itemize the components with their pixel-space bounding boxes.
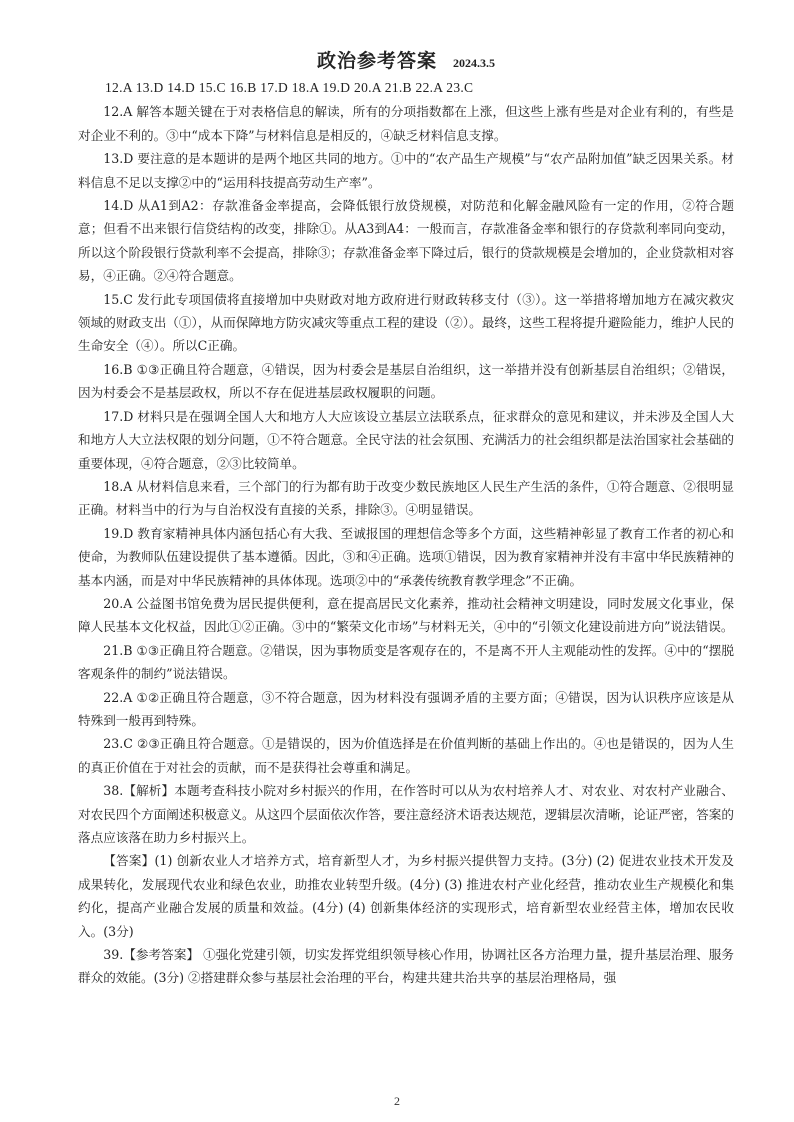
explanation-q16: 16.B ①③正确且符合题意，④错误，因为村委会是基层自治组织，这一举措并没有创新基层自治组织；②错误，因为村委会不是基层政权，所以不存在促进基层政权履职的问题。: [78, 361, 734, 401]
explanation-q20: 20.A 公益图书馆免费为居民提供便利，意在提高居民文化素养，推动社会精神文明建设，同时发展文化事业，保障人民基本文化权益，因此①②正确。③中的“繁荣文化市场”与材料无关，④中的“引领文化建设前进方向”说法错误。: [78, 595, 734, 635]
explanation-q21: 21.B ①③正确且符合题意。②错误，因为事物质变是客观存在的，不是离不开人主观能动性的发挥。④中的“摆脱客观条件的制约”说法错误。: [78, 642, 734, 682]
header: [78, 48, 734, 74]
explanation-q15: 15.C 发行此专项国债将直接增加中央财政对地方政府进行财政转移支付（③）。这一举措将增加地方在减灾救灾领域的财政支出（①），从而保障地方防灾减灾等重点工程的建设（②）。最终，这些工程将提升避险能力，维护人民的生命安全（④）。所以C正确。: [78, 291, 734, 354]
answer-key-line: 12.A 13.D 14.D 15.C 16.B 17.D 18.A 19.D 20.A 21.B 22.A 23.C: [105, 80, 474, 95]
explanation-q12: 12.A 解答本题关键在于对表格信息的解读，所有的分项指数都在上涨，但这些上涨有些是对企业有利的，有些是对企业不利的。③中“成本下降”与材料信息是相反的，④缺乏材料信息支撑。: [78, 104, 734, 143]
explanation-q38-analysis: 38.【解析】本题考查科技小院对乡村振兴的作用，在作答时可以从为农村培养人才、对农业、对农村产业融合、对农民四个方面阐述积极意义。从这四个层面依次作答，要注意经济术语表达规范，逻辑层次清晰，论证严密，答案的落点应该落在助力乡村振兴上。: [78, 783, 734, 845]
explanation-q23: 23.C ②③正确且符合题意。①是错误的，因为价值选择是在价值判断的基础上作出的。④也是错误的，因为人生的真正价值在于对社会的贡献，而不是获得社会尊重和满足。: [78, 736, 734, 775]
explanation-q39-answer: 39.【参考答案】 ①强化党建引领，切实发挥党组织领导核心作用，协调社区各方治理力量，提升基层治理、服务群众的效能。(3分) ②搭建群众参与基层社会治理的平台，构建共建共治共享的基层治理格局，强: [78, 947, 734, 986]
explanation-q13: 13.D 要注意的是本题讲的是两个地区共同的地方。①中的“农产品生产规模”与“农产品附加值”缺乏因果关系。材料信息不足以支撑②中的“运用科技提高劳动生产率”。: [78, 151, 734, 190]
explanation-q18: 18.A 从材料信息来看，三个部门的行为都有助于改变少数民族地区人民生产生活的条件，①符合题意、②很明显正确。材料当中的行为与自治权没有直接的关系，排除③。④明显错误。: [78, 478, 734, 518]
exam-date: 2024.3.5: [453, 56, 495, 70]
page-number: 2: [394, 1094, 400, 1108]
explanation-q38-answer: 【答案】(1) 创新农业人才培养方式，培育新型人才，为乡村振兴提供智力支持。(3分) (2) 促进农业技术开发及成果转化，发展现代农业和绿色农业，助推农业转型升级。(4分) (3) 推进农村产业化经营，推动农业生产规模化和集约化，提高产业融合发展的质量和效益。(4分) (4) 创新集体经济的实现形式，培育新型农业经营主体，增加农民收入。(3分): [78, 853, 734, 939]
page-title: 政治参考答案: [316, 50, 437, 72]
explanation-q22: 22.A ①②正确且符合题意，③不符合题意，因为材料没有强调矛盾的主要方面；④错误，因为认识秩序应该是从特殊到一般再到特殊。: [78, 689, 734, 728]
explanation-q14: 14.D 从A1到A2：存款准备金率提高，会降低银行放贷规模，对防范和化解金融风险有一定的作用，②符合题意；但看不出来银行信贷结构的改变，排除①。从A3到A4：一般而言，存款准备金率和银行的存贷款利率同向变动，所以这个阶段银行贷款利率不会提高，排除③；存款准备金率下降过后，银行的贷款规模是会增加的，企业贷款相对容易，④正确。②④符合题意。: [78, 198, 734, 284]
explanation-q17: 17.D 材料只是在强调全国人大和地方人大应该设立基层立法联系点，征求群众的意见和建议，并未涉及全国人大和地方人大立法权限的划分问题，①不符合题意。全民守法的社会氛围、充满活力的社会组织都是法治国家社会基础的重要体现，④符合题意，②③比较简单。: [78, 408, 734, 471]
explanation-q19: 19.D 教育家精神具体内涵包括心有大我、至诚报国的理想信念等多个方面，这些精神彰显了教育工作者的初心和使命，为教师队伍建设提供了基本遵循。因此，③和④正确。选项①错误，因为教育家精神并没有丰富中华民族精神的基本内涵，而是对中华民族精神的具体体现。选项②中的“承袭传统教育教学理念”不正确。: [78, 525, 734, 588]
